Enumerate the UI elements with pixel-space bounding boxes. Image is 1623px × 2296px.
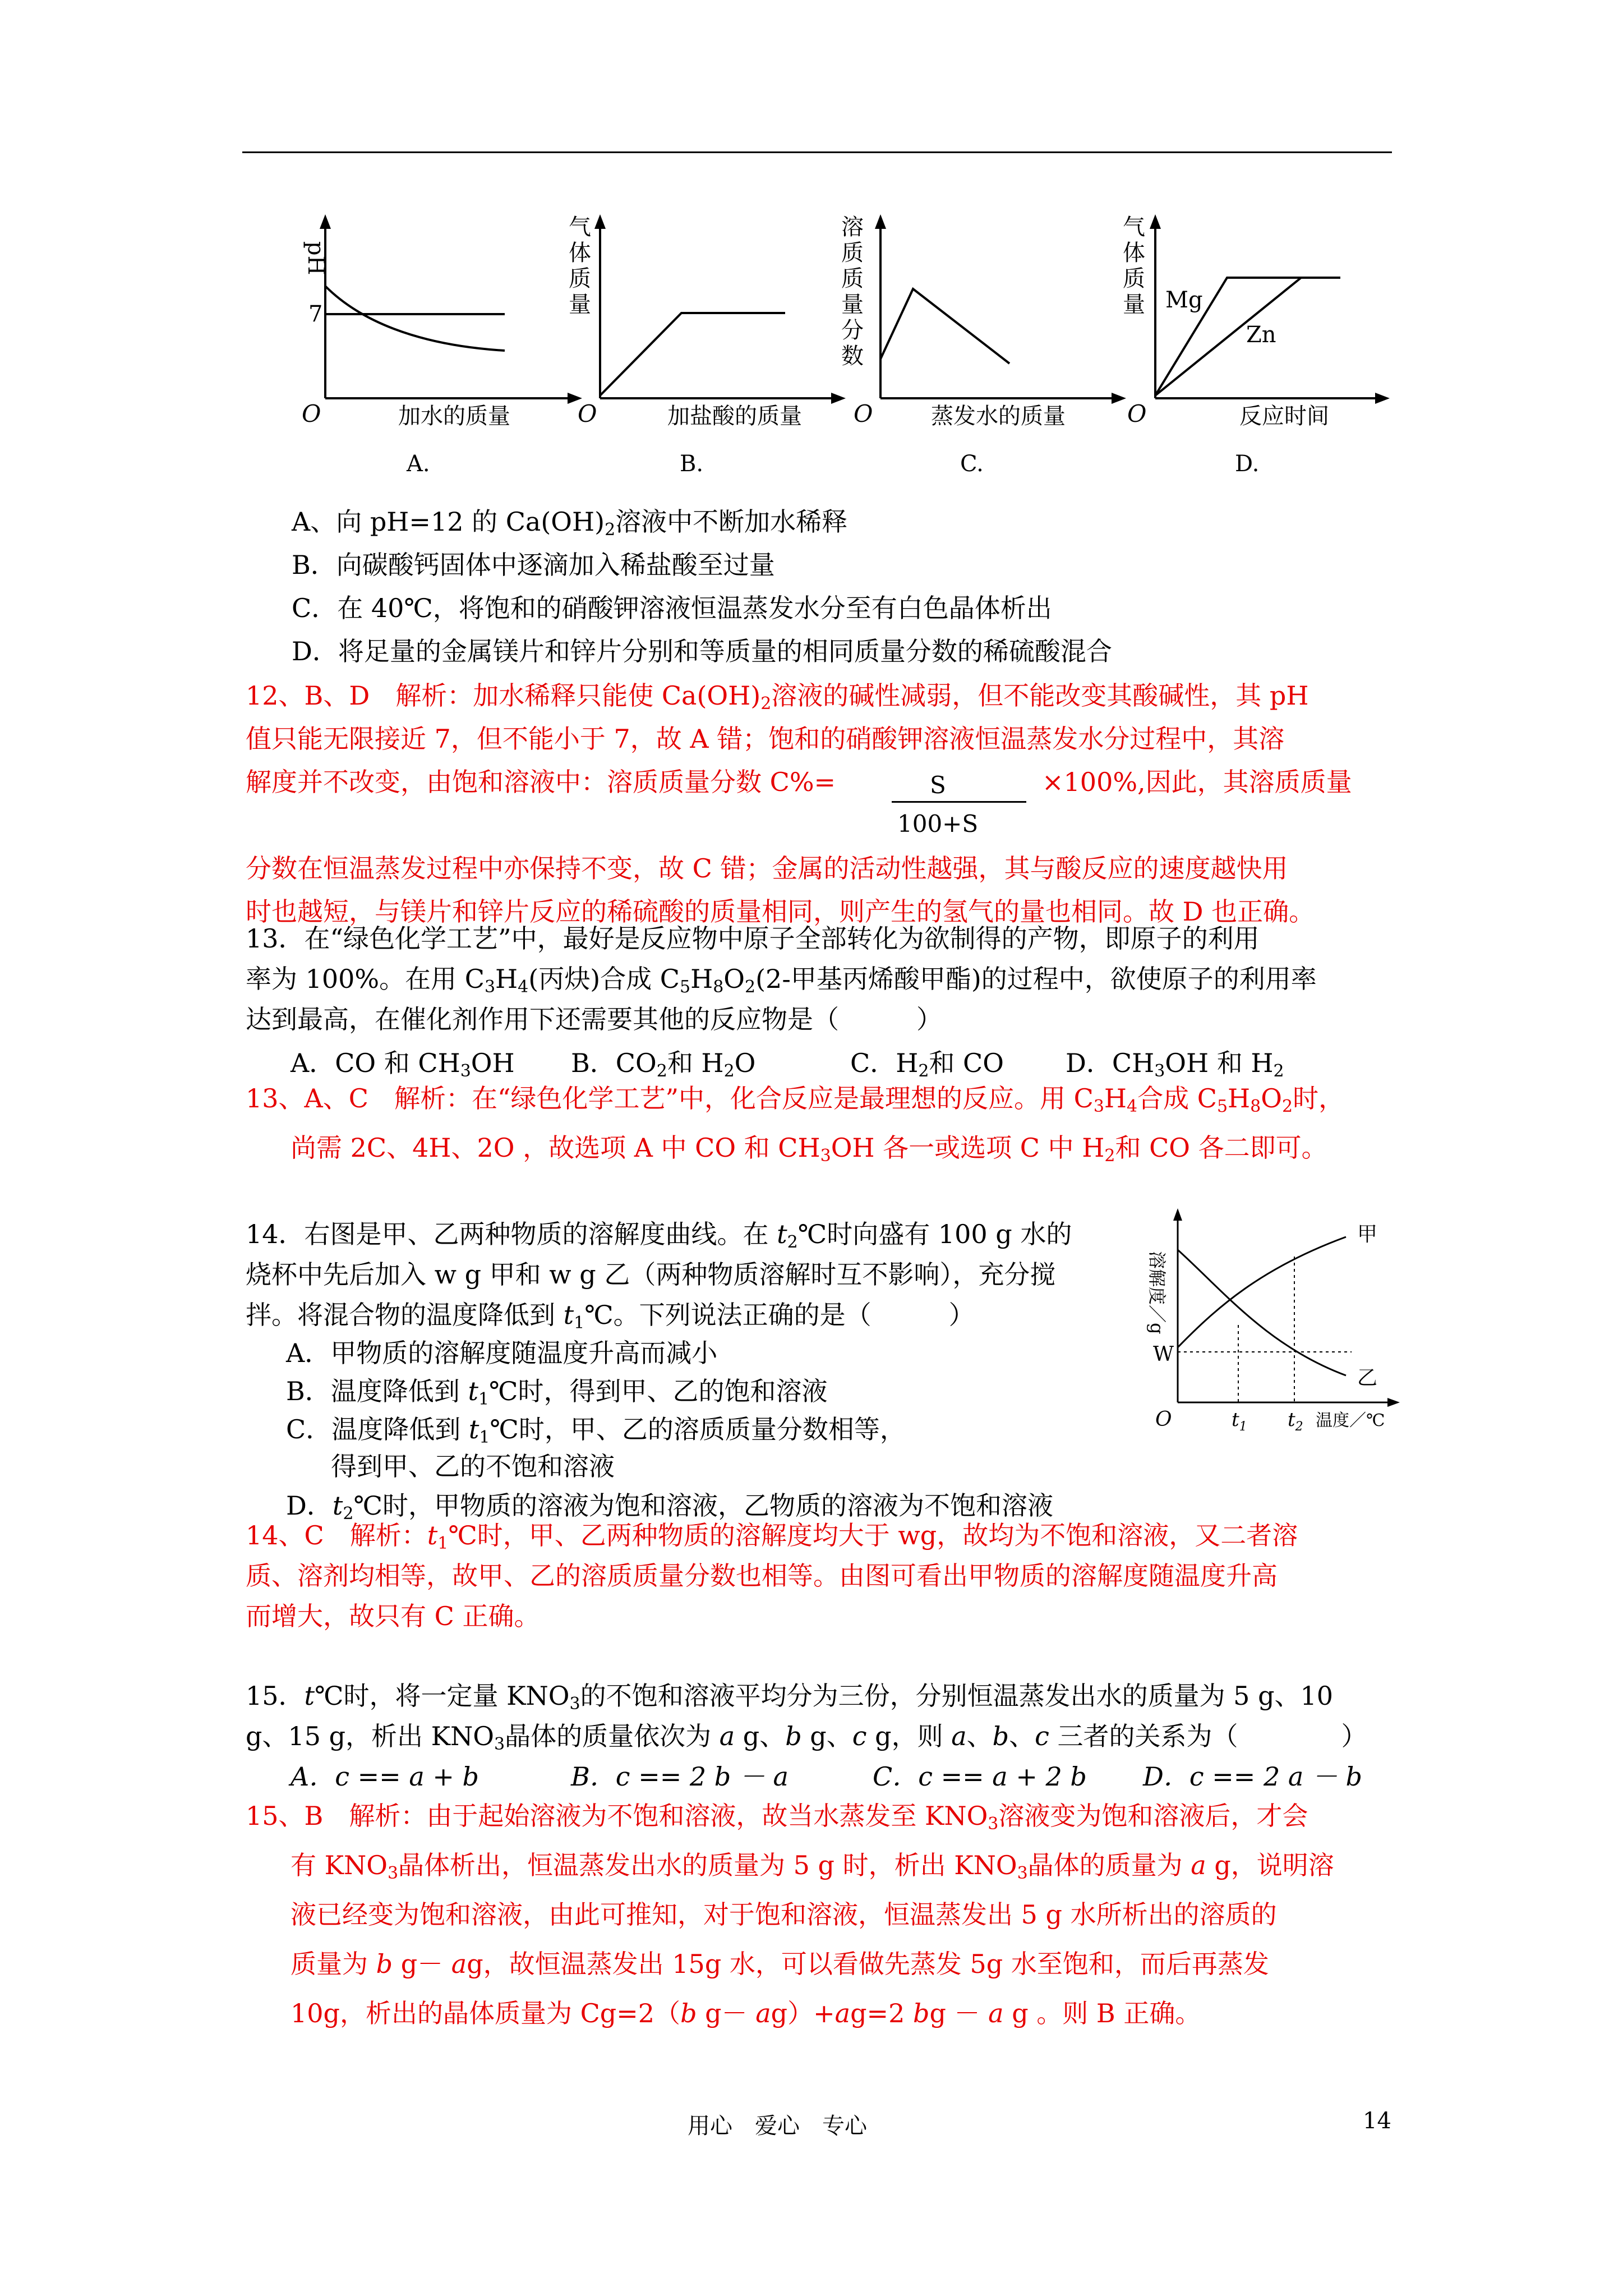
- mg-label: Mg: [1165, 287, 1203, 313]
- q15-line2: g、15 g，析出 $KNO_3$晶体的质量依次为 a g、b g、c g，则 a、b、c 三者的关系为（ ）: [246, 1721, 1367, 1754]
- q14-option-c-cont: 得到甲、乙的不饱和溶液: [331, 1451, 615, 1481]
- yi-curve: [1178, 1250, 1346, 1375]
- origin: O: [1155, 1408, 1172, 1431]
- a14-line2: 质、溶剂均相等，故甲、乙的溶质质量分数也相等。由图可看出甲物质的溶解度随温度升高: [246, 1561, 1278, 1591]
- fraction-numerator: S: [930, 771, 946, 799]
- page-number: 14: [1363, 2108, 1391, 2134]
- graph-d: [1116, 208, 1408, 479]
- q12-option-d: D．将足量的金属镁片和锌片分别和等质量的相同质量分数的稀硫酸混合: [292, 636, 1112, 666]
- fraction-denominator: 100+S: [897, 810, 979, 838]
- q14-line3: 拌。将混合物的温度降低到 $t_1℃$。下列说法正确的是（ ）: [246, 1300, 975, 1333]
- ph-curve: [325, 286, 505, 351]
- q13-option-d: D．$CH_3OH$ 和 $H_2$: [1066, 1048, 1284, 1081]
- a12-line4: 分数在恒温蒸发过程中亦保持不变，故 C 错；金属的活动性越强，其与酸反应的速度越快用: [246, 853, 1288, 884]
- ylabel: 气 体 质 量: [1123, 214, 1145, 318]
- q14-line2: 烧杯中先后加入 w g 甲和 w g 乙（两种物质溶解时互不影响），充分搅: [246, 1259, 1056, 1290]
- q13-line3: 达到最高，在催化剂作用下还需要其他的反应物是（ ）: [246, 1004, 942, 1034]
- x-arrow: [1387, 1398, 1400, 1407]
- tick-7: 7: [308, 301, 323, 327]
- q13-option-c: C．$H_2$和 CO: [850, 1048, 1004, 1081]
- a12-line5: 时也越短，与镁片和锌片反应的稀硫酸的质量相同，则产生的氢气的量也相同。故 D 也正确。: [246, 896, 1315, 927]
- origin: O: [578, 400, 597, 427]
- q12-option-a: A、向 pH=12 的 $Ca(OH)_2$溶液中不断加水稀释: [292, 507, 848, 540]
- a12-line3b: ×100%,因此，其溶质质量: [1042, 767, 1352, 797]
- caption: A.: [407, 451, 430, 477]
- a12-line2: 值只能无限接近 7，但不能小于 7，故 A 错；饱和的硝酸钾溶液恒温蒸发水分过程中，其溶: [246, 724, 1285, 754]
- a13-line2: 尚需 2C、4H、2O ，故选项 A 中 CO 和 $CH_3OH$ 各一或选项 C 中 $H_2$和 CO 各二即可。: [291, 1133, 1327, 1166]
- solubility-svg: [1138, 1206, 1408, 1442]
- ylabel: 溶解度／g: [1146, 1251, 1168, 1335]
- solubility-graph: [1138, 1206, 1408, 1444]
- q14-option-d: D．$t_2℃$时，甲物质的溶液为饱和溶液，乙物质的溶液为不饱和溶液: [286, 1490, 1053, 1524]
- graph-c: [836, 208, 1127, 479]
- q15-line1: 15．t℃时，将一定量 $KNO_3$的不饱和溶液平均分为三份，分别恒温蒸发出水的质量为 5 g、10: [246, 1681, 1334, 1714]
- y-arrow: [1173, 1208, 1182, 1221]
- graph-a-svg: [292, 208, 583, 477]
- yi-label: 乙: [1357, 1366, 1378, 1389]
- graph-b-svg: [561, 208, 852, 477]
- graph-d-svg: [1116, 208, 1408, 477]
- q12-option-b: B．向碳酸钙固体中逐滴加入稀盐酸至过量: [292, 550, 775, 580]
- y-arrow: [320, 214, 331, 229]
- origin: O: [302, 400, 321, 427]
- header-rule: [242, 151, 1392, 153]
- xlabel: 加水的质量: [398, 403, 510, 429]
- gas-line: [600, 313, 785, 395]
- ylabel: 溶 质 质 量 分 数: [841, 214, 864, 369]
- ylabel: 气 体 质 量: [569, 214, 591, 318]
- xlabel: 加盐酸的质量: [667, 403, 802, 429]
- q13-option-b: B．$CO_2$和 $H_2O$: [571, 1048, 756, 1081]
- a14-line1: 14、C 解析：$t_1℃$时，甲、乙两种物质的溶解度均大于 wg，故均为不饱和溶液，又二者溶: [246, 1520, 1298, 1553]
- xlabel: 反应时间: [1239, 403, 1329, 429]
- w-label: W: [1153, 1343, 1174, 1366]
- q14-option-c: C．温度降低到 $t_1℃$时，甲、乙的溶质质量分数相等，: [286, 1414, 906, 1447]
- q15-option-a: A．c == a + b: [291, 1761, 479, 1792]
- origin: O: [854, 400, 873, 427]
- a15-line4: 质量为 b g－ ag，故恒温蒸发出 15g 水，可以看做先蒸发 5g 水至饱和，而后再蒸发: [291, 1949, 1269, 1979]
- q14-line1: 14．右图是甲、乙两种物质的溶解度曲线。在 $t_2℃$时向盛有 100 g 水的: [246, 1219, 1072, 1252]
- q13-line2: 率为 100%。在用 $C_3H_4$(丙炔)合成 $C_5H_8O_2(2-$甲基丙烯酸甲酯)的过程中，欲使原子的利用率: [246, 964, 1317, 997]
- caption: D.: [1235, 451, 1260, 477]
- x-arrow: [1375, 393, 1390, 404]
- graph-b: [561, 208, 852, 479]
- q13-line1: 13．在“绿色化学工艺”中，最好是反应物中原子全部转化为欲制得的产物，即原子的利用: [246, 923, 1260, 954]
- q14-option-b: B．温度降低到 $t_1℃$时，得到甲、乙的饱和溶液: [286, 1376, 828, 1409]
- origin: O: [1127, 400, 1147, 427]
- a15-line1: 15、B 解析：由于起始溶液为不饱和溶液，故当水蒸发至 $KNO_3$溶液变为饱和溶液后，才会: [246, 1801, 1308, 1834]
- a13-line1: 13、A、C 解析：在“绿色化学工艺”中，化合反应是最理想的反应。用 $C_3H_4$合成 $C_5H_8O_2$时，: [246, 1083, 1345, 1116]
- q12-option-c: C．在 40℃，将饱和的硝酸钾溶液恒温蒸发水分至有白色晶体析出: [292, 593, 1052, 623]
- footer-motto: 用心 爱心 专心: [688, 2113, 867, 2139]
- jia-label: 甲: [1357, 1223, 1378, 1246]
- t2-label: $t_2$: [1288, 1409, 1303, 1434]
- a12-line1: 12、B、D 解析：加水稀释只能使 $Ca(OH)_2$溶液的碱性减弱，但不能改变其酸碱性，其 pH: [246, 680, 1309, 714]
- q14-option-a: A．甲物质的溶解度随温度升高而减小: [286, 1338, 718, 1368]
- a12-line3a: 解度并不改变，由饱和溶液中：溶质质量分数 C%=: [246, 767, 836, 797]
- ylabel-ph: pH: [303, 241, 329, 275]
- caption: C.: [960, 451, 984, 477]
- q15-option-b: B．c == 2 b － a: [571, 1761, 789, 1792]
- fraction-line: [880, 289, 1009, 364]
- t1-label: $t_1$: [1232, 1409, 1247, 1434]
- xlabel: 温度／℃: [1316, 1411, 1385, 1430]
- zn-label: Zn: [1246, 322, 1276, 348]
- xlabel: 蒸发水的质量: [931, 403, 1066, 429]
- a15-line5: 10g，析出的晶体质量为 Cg=2（b g－ ag）+ag=2 bg － a g 。则 B 正确。: [291, 1998, 1201, 2028]
- y-arrow: [875, 214, 886, 229]
- q15-option-c: C．c == a + 2 b: [873, 1761, 1087, 1792]
- a15-line2: 有 $KNO_3$晶体析出，恒温蒸发出水的质量为 5 g 时，析出 $KNO_3$晶体的质量为 a g，说明溶: [291, 1850, 1334, 1883]
- fraction-bar: [892, 801, 1026, 803]
- graph-c-svg: [836, 208, 1127, 477]
- jia-curve: [1178, 1237, 1346, 1347]
- a14-line3: 而增大，故只有 C 正确。: [246, 1601, 540, 1631]
- caption: B.: [680, 451, 704, 477]
- graph-a: [292, 208, 583, 479]
- a15-line3: 液已经变为饱和溶液，由此可推知，对于饱和溶液，恒温蒸发出 5 g 水所析出的溶质的: [291, 1899, 1277, 1930]
- q15-option-d: D．c == 2 a － b: [1143, 1761, 1362, 1792]
- q13-option-a: A．CO 和 $CH_3OH$: [291, 1048, 515, 1081]
